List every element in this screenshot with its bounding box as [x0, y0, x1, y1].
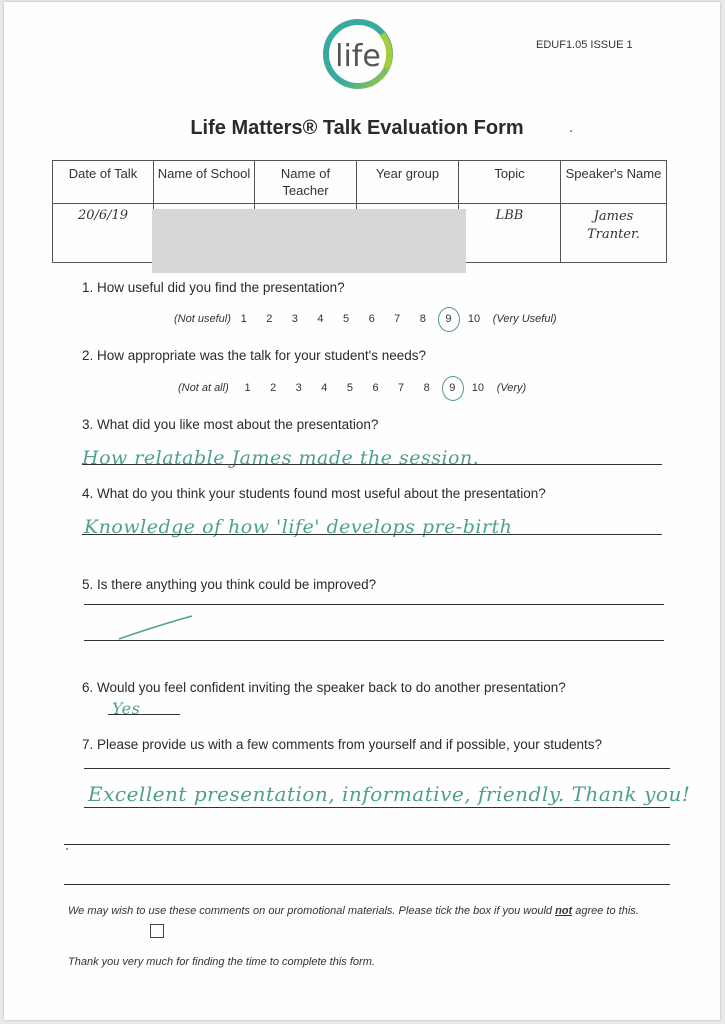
header-teacher: Name of Teacher — [255, 161, 357, 204]
answer-line-4 — [82, 534, 662, 535]
answer-line-3 — [82, 464, 662, 465]
answer-4[interactable]: Knowledge of how 'life' develops pre-birth — [84, 516, 513, 538]
life-logo — [312, 16, 404, 92]
logo-text: life — [335, 39, 381, 74]
usefulness-scale — [174, 313, 557, 325]
consent-note — [68, 903, 668, 919]
scale-option-6[interactable]: 6 — [372, 382, 379, 394]
answer-line-7b — [84, 807, 670, 808]
scale-option-10[interactable]: 10 — [467, 313, 481, 325]
scale-option-1[interactable]: 1 — [240, 313, 247, 325]
scale-option-2[interactable]: 2 — [266, 313, 273, 325]
question-6: 6. Would you feel confident inviting the speaker back to do another presentation? — [82, 680, 566, 695]
scale-option-10[interactable]: 10 — [471, 382, 485, 394]
question-4: 4. What do you think your students found most useful about the presentation? — [82, 486, 546, 501]
header-school: Name of School — [154, 161, 255, 204]
header-date: Date of Talk — [53, 161, 154, 204]
scale-option-7[interactable]: 7 — [394, 313, 401, 325]
appropriateness-scale — [178, 382, 526, 394]
question-2: 2. How appropriate was the talk for your student's needs? — [82, 348, 427, 363]
scale-low-label: (Not useful) — [174, 313, 231, 325]
scale-option-8[interactable]: 8 — [423, 382, 430, 394]
speaker-last-name: Tranter. — [587, 227, 640, 242]
answer-line-5a — [84, 604, 664, 605]
speaker-value[interactable] — [561, 204, 667, 263]
answer-3[interactable]: How relatable James made the session. — [82, 447, 480, 469]
form-title-text: Life Matters® Talk Evaluation Form — [190, 117, 524, 139]
scale-option-6[interactable]: 6 — [368, 313, 375, 325]
speaker-first-name: James — [593, 209, 634, 224]
topic-value[interactable]: LBB — [459, 204, 561, 263]
evaluation-form-page — [4, 2, 720, 1020]
consent-text: We may wish to use these comments on our promotional materials. Please tick the box if you would — [68, 905, 556, 917]
question-7: 7. Please provide us with a few comments from yourself and if possible, your students? — [82, 737, 603, 752]
document-code: EDUF1.05 ISSUE 1 — [536, 39, 633, 51]
scale-high-label: (Very Useful) — [492, 313, 557, 325]
scale-option-4[interactable]: 4 — [317, 313, 324, 325]
scale-option-1[interactable]: 1 — [244, 382, 251, 394]
scan-speck — [66, 848, 68, 850]
consent-text-end: agree to this. — [572, 905, 639, 917]
scale-option-9-selected[interactable]: 9 — [436, 313, 462, 325]
scale-option-9-selected[interactable]: 9 — [440, 382, 466, 394]
header-year-group: Year group — [357, 161, 459, 204]
scan-speck — [570, 130, 572, 132]
scale-option-4[interactable]: 4 — [321, 382, 328, 394]
thank-you-note: Thank you very much for finding the time to complete this form. — [68, 956, 375, 968]
consent-checkbox[interactable] — [150, 924, 164, 938]
redaction-block — [152, 209, 466, 273]
scale-option-2[interactable]: 2 — [270, 382, 277, 394]
answer-line-5b — [84, 640, 664, 641]
question-1: 1. How useful did you find the presentation? — [82, 280, 345, 295]
scale-option-5[interactable]: 5 — [342, 313, 350, 325]
answer-7[interactable]: Excellent presentation, informative, friendly. Thank you! — [88, 782, 691, 806]
scale-option-7[interactable]: 7 — [398, 382, 405, 394]
scale-option-3[interactable]: 3 — [295, 382, 302, 394]
answer-line-7a — [84, 768, 670, 769]
date-value[interactable]: 20/6/19 — [53, 204, 154, 263]
answer-line-6 — [108, 714, 180, 715]
header-speaker: Speaker's Name — [561, 161, 667, 204]
scale-high-label: (Very) — [496, 382, 527, 394]
answer-line-7c — [64, 844, 670, 845]
page-title — [4, 117, 720, 140]
scale-option-8[interactable]: 8 — [419, 313, 426, 325]
header-topic: Topic — [459, 161, 561, 204]
question-3: 3. What did you like most about the presentation? — [82, 417, 379, 432]
answer-6[interactable]: Yes — [112, 699, 141, 718]
table-header-row — [53, 161, 667, 204]
dash-mark — [116, 612, 196, 642]
consent-not: not — [555, 905, 573, 917]
scale-option-3[interactable]: 3 — [291, 313, 298, 325]
question-5: 5. Is there anything you think could be improved? — [82, 577, 377, 592]
answer-line-7d — [64, 884, 670, 885]
scale-option-5[interactable]: 5 — [346, 382, 353, 394]
scale-low-label: (Not at all) — [178, 382, 229, 394]
